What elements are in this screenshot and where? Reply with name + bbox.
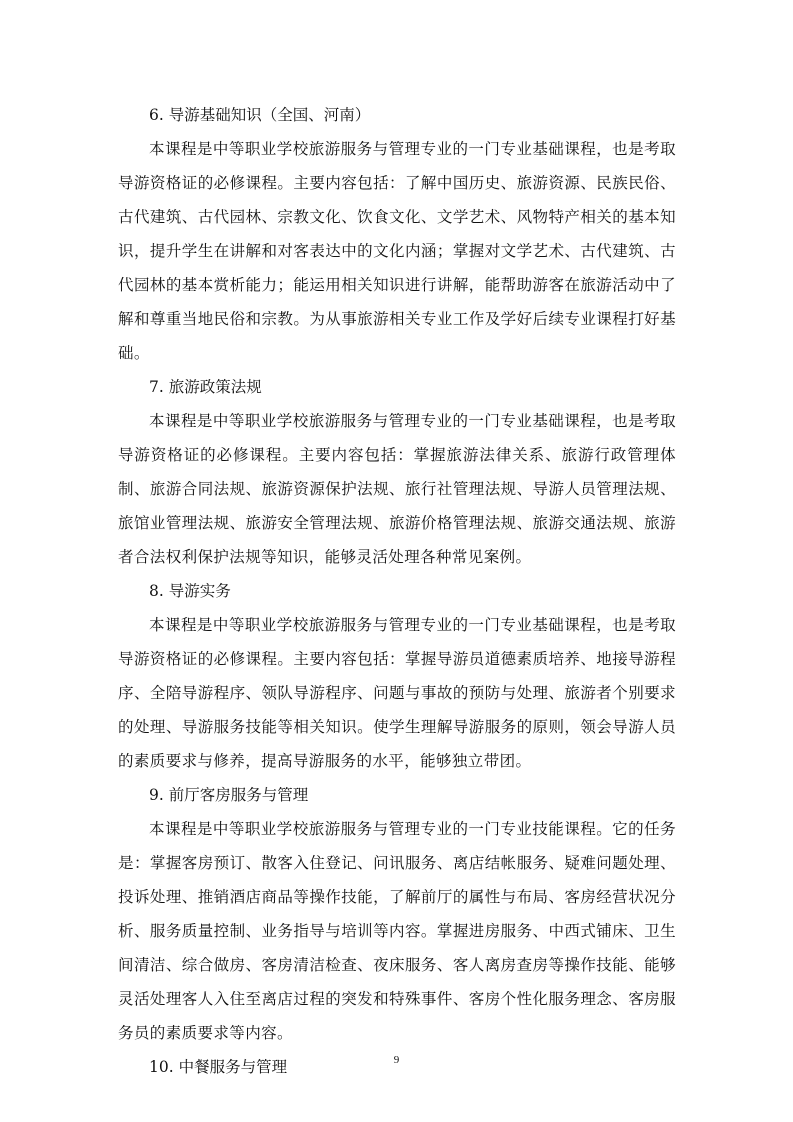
section-body-8: 本课程是中等职业学校旅游服务与管理专业的一门专业基础课程，也是考取导游资格证的必修课程。主要内容包括：掌握导游员道德素质培养、地接导游程序、全陪导游程序、领队导游程序、问题与事故的预防与处理、旅游者个别要求的处理、导游服务技能等相关知识。使学生理解导游服务的原则，领会导游人员的素质要求与修养，提高导游服务的水平，能够独立带团。 (118, 616, 676, 770)
section-body-9: 本课程是中等职业学校旅游服务与管理专业的一门专业技能课程。它的任务是：掌握客房预订、散客入住登记、问讯服务、离店结帐服务、疑难问题处理、投诉处理、推销酒店商品等操作技能，了解前厅的属性与布局、客房经营状况分析、服务质量控制、业务指导与培训等内容。掌握进房服务、中西式铺床、卫生间清洁、综合做房、客房清洁检查、夜床服务、客人离房查房等操作技能、能够灵活处理客人入住至离店过程的突发和特殊事件、客房个性化服务理念、客房服务员的素质要求等内容。 (118, 820, 676, 1042)
section-body-7: 本课程是中等职业学校旅游服务与管理专业的一门专业基础课程，也是考取导游资格证的必修课程。主要内容包括：掌握旅游法律关系、旅游行政管理体制、旅游合同法规、旅游资源保护法规、旅行社管理法规、导游人员管理法规、旅馆业管理法规、旅游安全管理法规、旅游价格管理法规、旅游交通法规、旅游者合法权利保护法规等知识，能够灵活处理各种常见案例。 (118, 412, 676, 566)
section-heading-9: 9. 前厅客房服务与管理 (149, 786, 309, 804)
page-content (118, 98, 676, 1084)
section-heading-7: 7. 旅游政策法规 (149, 378, 262, 396)
section-heading-8: 8. 导游实务 (149, 582, 231, 600)
page-number: 9 (393, 1054, 400, 1066)
section-body-6: 本课程是中等职业学校旅游服务与管理专业的一门专业基础课程，也是考取导游资格证的必修课程。主要内容包括：了解中国历史、旅游资源、民族民俗、古代建筑、古代园林、宗教文化、饮食文化、文学艺术、风物特产相关的基本知识，提升学生在讲解和对客表达中的文化内涵；掌握对文学艺术、古代建筑、古代园林的基本赏析能力；能运用相关知识进行讲解，能帮助游客在旅游活动中了解和尊重当地民俗和宗教。为从事旅游相关专业工作及学好后续专业课程打好基础。 (118, 140, 676, 362)
section-heading-6: 6. 导游基础知识（全国、河南） (149, 106, 371, 124)
section-heading-10: 10. 中餐服务与管理 (149, 1058, 288, 1076)
